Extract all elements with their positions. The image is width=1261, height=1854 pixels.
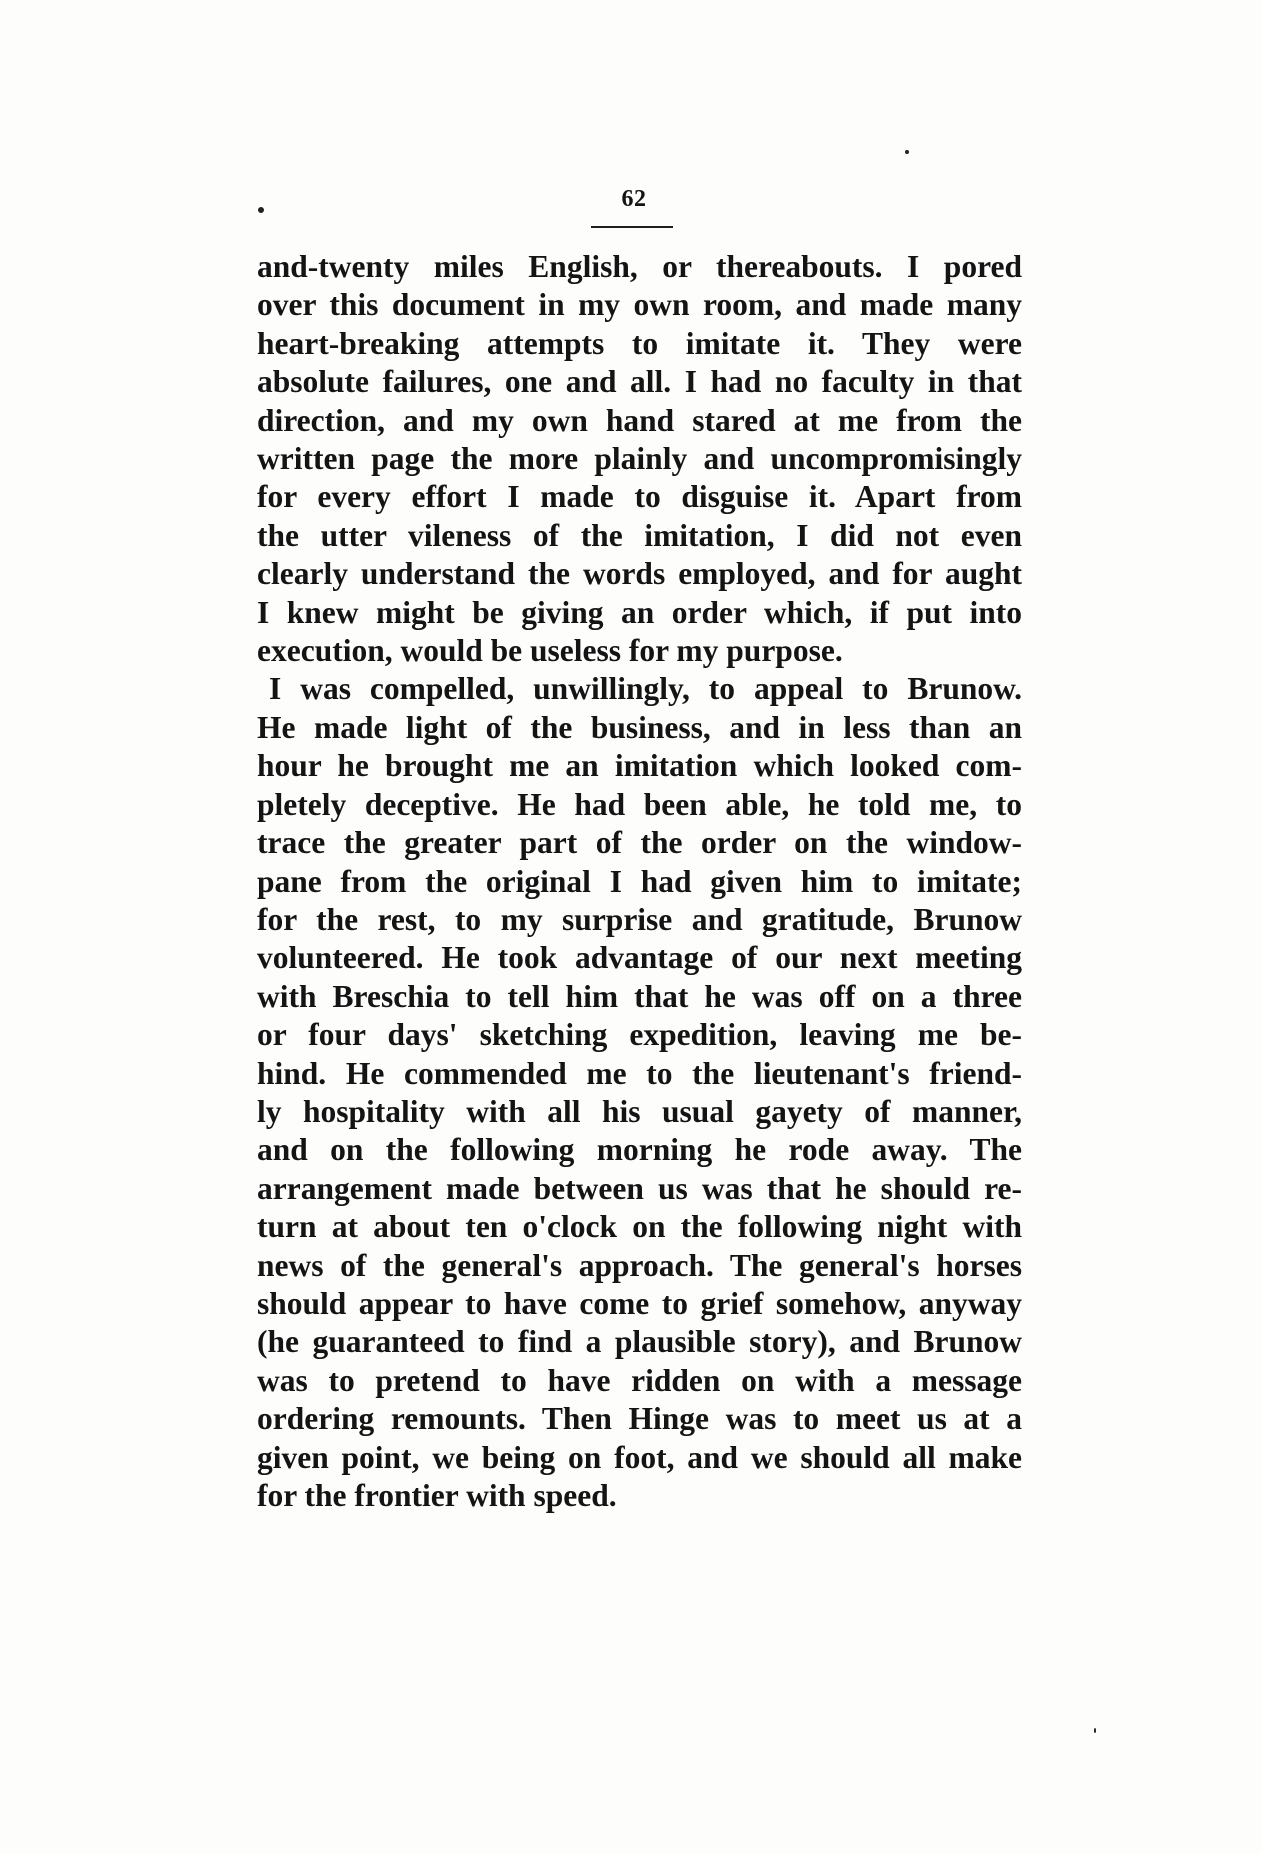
page-number-rule	[591, 226, 673, 228]
text-line: over this document in my own room, and made many	[257, 287, 1022, 323]
text-line: direction, and my own hand stared at me from the	[257, 402, 1022, 438]
text-line: for every effort I made to disguise it. Apart from	[257, 479, 1022, 515]
text-line: given point, we being on foot, and we should all make	[257, 1439, 1022, 1475]
text-line: pane from the original I had given him to imitate;	[257, 863, 1022, 899]
text-line: and on the following morning he rode away. The	[257, 1132, 1022, 1168]
text-line: (he guaranteed to find a plausible story), and Brunow	[257, 1324, 1022, 1360]
text-line: hour he brought me an imitation which looked com-	[257, 748, 1022, 784]
text-line: absolute failures, one and all. I had no faculty in that	[257, 364, 1022, 400]
text-line: ly hospitality with all his usual gayety of manner,	[257, 1093, 1022, 1129]
body-text	[257, 248, 1022, 1515]
text-line: news of the general's approach. The general's horses	[257, 1247, 1022, 1283]
text-line: trace the greater part of the order on the window-	[257, 825, 1022, 861]
text-line: written page the more plainly and uncompromisingly	[257, 441, 1022, 477]
text-line: for the rest, to my surprise and gratitude, Brunow	[257, 901, 1022, 937]
paragraph	[257, 248, 1022, 670]
text-line: volunteered. He took advantage of our next meeting	[257, 940, 1022, 976]
paragraph	[257, 670, 1022, 1515]
text-line: pletely deceptive. He had been able, he told me, to	[257, 786, 1022, 822]
text-line: for the frontier with speed.	[257, 1478, 617, 1513]
ink-speck	[258, 207, 264, 213]
text-line: hind. He commended me to the lieutenant's friend-	[257, 1055, 1022, 1091]
text-line: turn at about ten o'clock on the following night with	[257, 1209, 1022, 1245]
text-line: ordering remounts. Then Hinge was to meet us at a	[257, 1401, 1022, 1437]
text-line: was to pretend to have ridden on with a message	[257, 1362, 1022, 1398]
text-line: or four days' sketching expedition, leaving me be-	[257, 1017, 1022, 1053]
text-line: clearly understand the words employed, and for aught	[257, 556, 1022, 592]
text-line: and-twenty miles English, or thereabouts. I pored	[257, 249, 1022, 284]
text-line: He made light of the business, and in less than an	[257, 709, 1022, 745]
ink-speck	[905, 150, 909, 154]
text-line: the utter vileness of the imitation, I did not even	[257, 517, 1022, 553]
text-line: execution, would be useless for my purpose.	[257, 633, 843, 669]
text-line: I was compelled, unwillingly, to appeal to Brunow.	[269, 671, 1022, 707]
text-line: heart-breaking attempts to imitate it. They were	[257, 325, 1022, 361]
text-line: I knew might be giving an order which, if put into	[257, 594, 1022, 630]
text-line: should appear to have come to grief somehow, anyway	[257, 1285, 1022, 1321]
text-line: arrangement made between us was that he should re-	[257, 1170, 1022, 1206]
text-line: with Breschia to tell him that he was off on a three	[257, 978, 1022, 1014]
page-number: 62	[621, 186, 647, 212]
ink-speck	[1094, 1728, 1096, 1733]
